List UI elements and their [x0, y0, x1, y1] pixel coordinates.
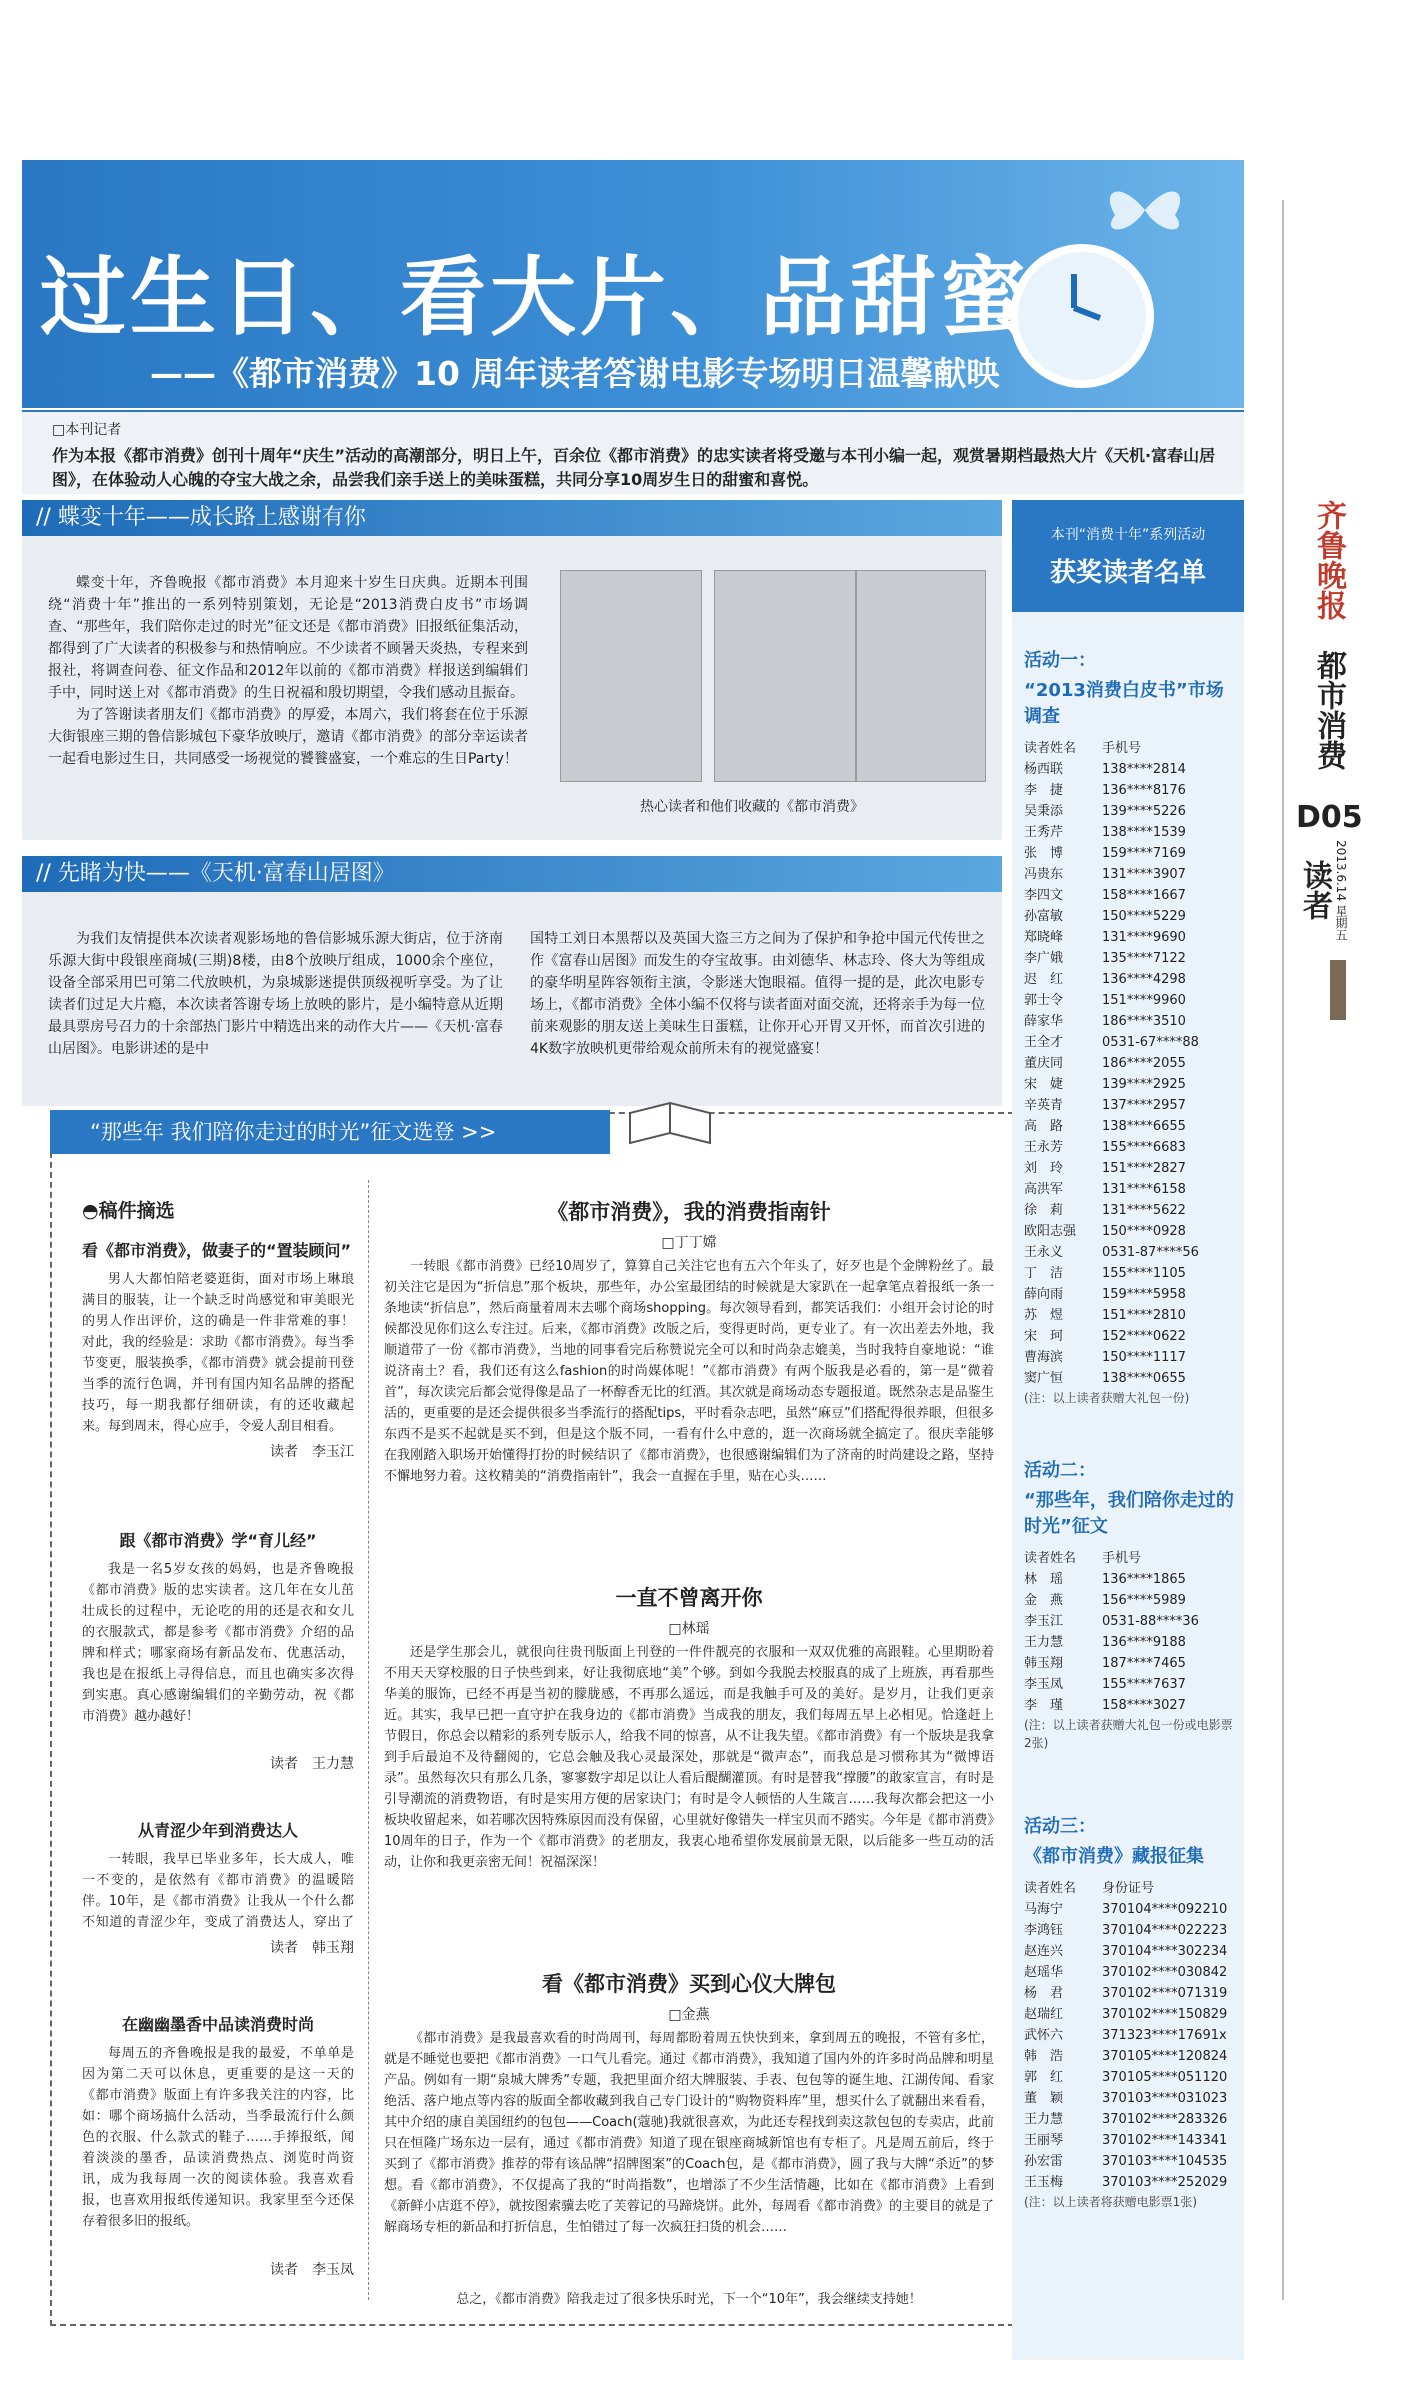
act2-list [1024, 1569, 1234, 1716]
pick-article-4 [82, 2012, 354, 2279]
winner-row [1024, 843, 1234, 864]
winner-id: 131****3907 [1102, 867, 1186, 882]
winner-id: 370102****150829 [1102, 2007, 1228, 2022]
act2-label: 活动二： [1024, 1460, 1096, 1481]
section2-right: 国特工刘日本黑帮以及英国大盗三方之间为了保护和争抢中国元代传世之作《富春山居图》而发生的夺宝故事。由刘德华、林志玲、佟大为等组成的豪华明星阵容领衔主演，令影迷大饱眼福。值得一提的是，此次电影专场上，《都市消费》全体小编不仅将与读者面对面交流，还将亲手为每一位前来观影的朋友送上美味生日蛋糕，让你开心开胃又开怀，而首次引进的4K数字放映机更带给观众前所未有的视觉盛宴！ [530, 931, 985, 1057]
winner-id: 131****5622 [1102, 1203, 1186, 1218]
act1-col-header [1024, 738, 1234, 759]
winner-name: 王全才 [1024, 1035, 1064, 1050]
winner-id: 371323****17691x [1102, 2028, 1227, 2043]
winner-row [1024, 2025, 1234, 2046]
winner-id: 370103****252029 [1102, 2175, 1228, 2190]
main-2-title: 一直不曾离开你 [615, 1586, 763, 1610]
winner-name: 韩玉翔 [1024, 1656, 1064, 1671]
winner-row [1024, 1983, 1234, 2004]
winner-name: 丁 洁 [1024, 1266, 1064, 1281]
winner-name: 郑晓峰 [1024, 930, 1064, 945]
winner-name: 武怀六 [1024, 2028, 1064, 2043]
awards-head-big: 获奖读者名单 [1049, 558, 1206, 588]
reader-photo-3 [856, 570, 986, 782]
winner-row [1024, 1011, 1234, 1032]
winner-id: 139****2925 [1102, 1077, 1186, 1092]
winner-row [1024, 1242, 1234, 1263]
winner-id: 152****0622 [1102, 1329, 1186, 1344]
winner-id: 150****0928 [1102, 1224, 1186, 1239]
winner-row [1024, 1179, 1234, 1200]
pick-3-title: 从青涩少年到消费达人 [137, 1821, 298, 1840]
winner-row [1024, 2067, 1234, 2088]
winner-name: 林 瑶 [1024, 1572, 1064, 1587]
section2-title: // 先睹为快——《天机·富春山居图》 [22, 856, 1002, 892]
main-article-3 [384, 1968, 994, 2307]
act1-col2: 手机号 [1102, 741, 1142, 756]
main-2-body: 还是学生那会儿，就很向往贵刊版面上刊登的一件件靓亮的衣服和一双双优雅的高跟鞋。心里期盼着不用天天穿校服的日子快些到来，好让我彻底地“美”个够。到如今我脱去校服真的成了上班族，再看那些华美的服饰，已经不再是当初的朦胧感，不再那么遥远，而是我触手可及的美好。是岁月，让我们更亲近。其实，我早已把一直守护在我身边的《都市消费》当成我的朋友，我们每周五早上必相见。恰逢赶上节假日，你总会以精彩的系列专版示人，给我不同的惊喜，从不让我失望。《都市消费》有一个版块是我拿到手后最迫不及待翻阅的，它总会触及我心灵最深处，那就是“微声态”，而我总是习惯称其为“微博语录”。虽然每次只有那么几条，寥寥数字却足以让人看后醍醐灌顶。有时是替我“撑腰”的敢家宣言，有时是引导潮流的消费物语，有时是实用方便的居家诀门；有时是令人顿悟的人生箴言……我每次都会把这一小板块收留起来，如若哪次因特殊原因而没有保留，心里就好像错失一样宝贝而不踏实。今年是《都市消费》10周年的日子，作为一个《都市消费》的老朋友，我衷心地希望你发展前景无限，以后能多一些互动的活动，让你和我更亲密无间！祝福深深！ [384, 1645, 994, 1870]
masthead-rule [1282, 200, 1284, 2300]
winner-name: 徐 莉 [1024, 1203, 1064, 1218]
act2-col-header [1024, 1548, 1234, 1569]
winner-id: 159****7169 [1102, 846, 1186, 861]
winner-row [1024, 1347, 1234, 1368]
section2-left: 为我们友情提供本次读者观影场地的鲁信影城乐源大街店，位于济南乐源大街中段银座商城(三期)8楼，由8个放映厅组成，1000余个座位，设备全部采用巴可第二代放映机，为泉城影迷提供顶级视听享受。为了让读者们过足大片瘾，本次读者答谢专场上放映的影片，是小编特意从近期最具票房号召力的十余部热门影片中精选出来的动作大片——《天机·富春山居图》。电影讲述的是中 [48, 931, 503, 1057]
winner-id: 155****7637 [1102, 1677, 1186, 1692]
masthead-paper: 齐鲁晚报 [1311, 500, 1346, 620]
act2-col2: 手机号 [1102, 1551, 1142, 1566]
winner-name: 刘 玲 [1024, 1161, 1064, 1176]
act3-label: 活动三： [1024, 1816, 1096, 1837]
winner-id: 370104****302234 [1102, 1944, 1228, 1959]
winner-id: 138****2814 [1102, 762, 1186, 777]
winner-id: 136****8176 [1102, 783, 1186, 798]
winner-id: 158****3027 [1102, 1698, 1186, 1713]
winner-row [1024, 1920, 1234, 1941]
winner-name: 迟 红 [1024, 972, 1064, 987]
winner-row [1024, 780, 1234, 801]
section1-p2: 为了答谢读者朋友们《都市消费》的厚爱，本周六，我们将套在位于乐源大街银座三期的鲁信影城包下豪华放映厅，邀请《都市消费》的部分幸运读者一起看电影过生日，共同感受一场视觉的饕餮盛宴，一个难忘的生日Party！ [48, 707, 528, 767]
winner-row [1024, 1074, 1234, 1095]
winner-id: 151****2810 [1102, 1308, 1186, 1323]
banner-subtitle: ——《都市消费》10 周年读者答谢电影专场明日温馨献映 [150, 354, 1000, 393]
winner-id: 135****7122 [1102, 951, 1186, 966]
winner-id: 138****0655 [1102, 1371, 1186, 1386]
winner-name: 高 路 [1024, 1119, 1064, 1134]
winner-name: 李鸿钰 [1024, 1923, 1064, 1938]
winner-name: 赵连兴 [1024, 1944, 1064, 1959]
pick-article-2 [82, 1528, 354, 1773]
winner-row [1024, 2046, 1234, 2067]
winner-id: 370102****030842 [1102, 1965, 1228, 1980]
winner-id: 136****9188 [1102, 1635, 1186, 1650]
act2-name: “那些年，我们陪你走过的时光”征文 [1024, 1490, 1234, 1537]
winner-name: 马海宁 [1024, 1902, 1064, 1917]
winner-name: 宋 珂 [1024, 1329, 1064, 1344]
winner-id: 370104****022223 [1102, 1923, 1228, 1938]
essay-header: “那些年 我们陪你走过的时光”征文选登 >> [50, 1110, 610, 1154]
pick-article-1 [82, 1238, 354, 1461]
winner-id: 187****7465 [1102, 1656, 1186, 1671]
act3-col1: 读者姓名 [1024, 1881, 1077, 1896]
main-article-1 [384, 1196, 994, 1592]
main-1-body: 一转眼《都市消费》已经10周岁了，算算自己关注它也有五六个年头了，好歹也是个金牌粉丝了。最初关注它是因为“折信息”那个板块，那些年，办公室最团结的时候就是大家趴在一起拿笔点着报纸一条一条地读“折信息”，然后商量着周末去哪个商场shopping。每次领导看到，都笑话我们：小组开会讨论的时候都没见你们这么专注过。后来，《都市消费》改版之后，变得更时尚，更专业了。有一次出差去外地，我顺道带了一份《都市消费》，当地的同事看完后称赞说完全可以和时尚杂志媲美，当时我特自豪地说：“谁说济南土？看，我们还有这么fashion的时尚媒体呢！”《都市消费》有两个版我是必看的，第一是“微着首”，每次读完后都会觉得像是品了一杯醇香无比的红酒。其次就是商场动态专题报道。既然杂志是品鉴生活的，更重要的是还会提供很多当季流行的搭配tips，平时看杂志吧，虽然“麻豆”们搭配得很养眼，但很多东西不是买不起就是买不到，但是这个版不同，一看有什么中意的，逛一次商场就全搞定了。很庆幸能够在我刚踏入职场开始懂得打扮的时候结识了《都市消费》，也很感谢编辑们为了济南的时尚建设之路，坚持不懈地努力着。这枚精美的“消费指南针”，我会一直握在手里，贴在心头…… [384, 1259, 994, 1484]
main-2-author: □林瑶 [668, 1621, 710, 1637]
pick-4-title: 在幽幽墨香中品读消费时尚 [121, 2015, 314, 2034]
winner-row [1024, 1053, 1234, 1074]
winner-id: 151****2827 [1102, 1161, 1186, 1176]
winner-id: 0531-67****88 [1102, 1035, 1199, 1050]
masthead-bar [1330, 960, 1346, 1020]
winner-id: 186****2055 [1102, 1056, 1186, 1071]
winner-row [1024, 1326, 1234, 1347]
section1-body [48, 572, 528, 770]
masthead-date: 2013.6.14 星期五 [1334, 840, 1348, 941]
winner-row [1024, 2088, 1234, 2109]
winner-id: 0531-87****56 [1102, 1245, 1199, 1260]
winner-name: 薛向雨 [1024, 1287, 1064, 1302]
winner-name: 辛英青 [1024, 1098, 1064, 1113]
winner-name: 宋 婕 [1024, 1077, 1064, 1092]
main-3-title: 看《都市消费》买到心仪大牌包 [542, 1972, 836, 1996]
winner-row [1024, 2151, 1234, 2172]
winner-name: 孙富敏 [1024, 909, 1064, 924]
winner-row [1024, 801, 1234, 822]
winner-name: 杨 君 [1024, 1986, 1064, 2001]
winner-row [1024, 2172, 1234, 2193]
picks-title: ◓稿件摘选 [82, 1200, 175, 1222]
winner-id: 150****5229 [1102, 909, 1186, 924]
winner-name: 李玉江 [1024, 1614, 1064, 1629]
winner-row [1024, 1116, 1234, 1137]
pick-4-author: 读者 李玉凤 [270, 2262, 354, 2278]
winner-name: 韩 浩 [1024, 2049, 1064, 2064]
winner-row [1024, 1032, 1234, 1053]
winner-id: 155****1105 [1102, 1266, 1186, 1281]
winner-id: 159****5958 [1102, 1287, 1186, 1302]
winner-id: 370103****031023 [1102, 2091, 1228, 2106]
winner-name: 李 捷 [1024, 783, 1064, 798]
winner-row [1024, 1611, 1234, 1632]
winner-id: 131****9690 [1102, 930, 1186, 945]
banner-title: 过生日、看大片、品甜蜜 [40, 248, 1030, 348]
winner-name: 窦广恒 [1024, 1371, 1064, 1386]
winner-id: 156****5989 [1102, 1593, 1186, 1608]
section1-title: // 蝶变十年——成长路上感谢有你 [22, 500, 1002, 536]
winner-row [1024, 1569, 1234, 1590]
winner-id: 151****9960 [1102, 993, 1186, 1008]
winner-id: 139****5226 [1102, 804, 1186, 819]
masthead-page: D05 [1296, 800, 1363, 835]
main-3-author: □金燕 [668, 2007, 710, 2023]
column-divider [368, 1180, 370, 2300]
winner-id: 158****1667 [1102, 888, 1186, 903]
winner-id: 370102****071319 [1102, 1986, 1228, 2001]
act3-col-header [1024, 1878, 1234, 1899]
winner-name: 孙宏雷 [1024, 2154, 1064, 2169]
winner-name: 赵瑶华 [1024, 1965, 1064, 1980]
act3-col2: 身份证号 [1102, 1881, 1155, 1896]
main-3-closing: 总之，《都市消费》陪我走过了很多快乐时光，下一个“10年”，我会继续支持她！ [456, 2292, 922, 2307]
act2-note: (注：以上读者获赠大礼包一份或电影票2张) [1024, 1718, 1233, 1750]
pick-article-3 [82, 1818, 354, 1957]
winner-id: 136****4298 [1102, 972, 1186, 987]
winner-row [1024, 1941, 1234, 1962]
winner-name: 王秀芹 [1024, 825, 1064, 840]
pick-1-body: 男人大都怕陪老婆逛街，面对市场上琳琅满目的服装，让一个缺乏时尚感觉和审美眼光的男人作出评价，这的确是一件非常难的事！对此，我的经验是：求助《都市消费》。每当季节变更，服装换季，《都市消费》就会提前刊登当季的流行色调，并刊有国内知名品牌的搭配技巧，每一期我都仔细研读，有的还收藏起来。每到周末，得心应手，令爱人刮目相看。 [82, 1272, 354, 1434]
act1-label: 活动一： [1024, 650, 1096, 671]
byline: □本刊记者 [52, 422, 122, 438]
pick-2-author: 读者 王力慧 [270, 1756, 354, 1772]
main-article-2 [384, 1582, 994, 1978]
activity-2 [1024, 1456, 1234, 1752]
winner-row [1024, 2004, 1234, 2025]
winner-name: 欧阳志强 [1024, 1224, 1077, 1239]
winner-row [1024, 1590, 1234, 1611]
winner-row [1024, 1158, 1234, 1179]
winner-row [1024, 906, 1234, 927]
winner-name: 王永芳 [1024, 1140, 1064, 1155]
winner-row [1024, 1695, 1234, 1716]
main-3-body: 《都市消费》是我最喜欢看的时尚周刊，每周都盼着周五快快到来，拿到周五的晚报，不管有多忙，就是不睡觉也要把《都市消费》一口气儿看完。通过《都市消费》，我知道了国内外的许多时尚品牌和明星产品。例如有一期“泉城大牌秀”专题，我把里面介绍大牌服装、手表、包包等的诞生地、江湖传闻、看家绝活、落户地点等内容的版面全都收藏到我自己专门设计的“购物资料库”里，想买什么了就翻出来看看，其中介绍的康自美国纽约的包包——Coach(蔻驰)我就很喜欢，为此还专程找到卖这款包包的专卖店，此前只在恒隆广场东边一层有，通过《都市消费》知道了现在银座商城新馆也有专柜了。凡是周五前后，终于买到了《都市消费》推荐的带有该品牌“招牌图案”的Coach包，是《都市消费》，圆了我与大牌“杀近”的梦想。看《都市消费》，不仅提高了我的“时尚指数”，也增添了不少生活情趣，比如在《都市消费》上看到《新鲜小店逛不停》，就按图索骥去吃了芙蓉记的马蹄烧饼。此外，每周看《都市消费》的主要目的就是了解商场专柜的新品和打折信息，生怕错过了每一次疯狂扫货的机会…… [384, 2031, 994, 2235]
winner-row [1024, 2130, 1234, 2151]
act3-note: (注：以上读者将获赠电影票1张) [1024, 2195, 1197, 2209]
winner-name: 金 燕 [1024, 1593, 1064, 1608]
winner-row [1024, 1674, 1234, 1695]
winner-name: 高洪军 [1024, 1182, 1064, 1197]
butterfly-icon [1100, 180, 1190, 244]
winner-row [1024, 948, 1234, 969]
awards-header [1012, 500, 1244, 612]
winner-name: 曹海滨 [1024, 1350, 1064, 1365]
pick-2-body: 我是一名5岁女孩的妈妈，也是齐鲁晚报《都市消费》版的忠实读者。这几年在女儿茁壮成长的过程中，无论吃的用的还是衣和女儿的衣服款式，都是参考《都市消费》介绍的品牌和样式；哪家商场有新品发布、优惠活动，我也是在报纸上寻得信息，而且也确实多次得到实惠。真心感谢编辑们的辛勤劳动，祝《都市消费》越办越好！ [82, 1562, 354, 1724]
winner-name: 王永义 [1024, 1245, 1064, 1260]
winner-name: 薛家华 [1024, 1014, 1064, 1029]
winner-id: 370102****283326 [1102, 2112, 1228, 2127]
winner-id: 370104****092210 [1102, 1902, 1228, 1917]
winner-row [1024, 1962, 1234, 1983]
winner-name: 李玉凤 [1024, 1677, 1064, 1692]
winner-row [1024, 822, 1234, 843]
winner-id: 0531-88****36 [1102, 1614, 1199, 1629]
activity-3 [1024, 1812, 1234, 2211]
winner-name: 王丽琴 [1024, 2133, 1064, 2148]
winner-row [1024, 1368, 1234, 1389]
winner-row [1024, 1899, 1234, 1920]
winner-name: 董 颖 [1024, 2091, 1064, 2106]
winner-id: 138****1539 [1102, 825, 1186, 840]
winner-id: 155****6683 [1102, 1140, 1186, 1155]
winner-name: 杨西联 [1024, 762, 1064, 777]
act3-list [1024, 1899, 1234, 2193]
winner-id: 137****2957 [1102, 1098, 1186, 1113]
winner-row [1024, 969, 1234, 990]
winner-row [1024, 1221, 1234, 1242]
section1-p1: 蝶变十年，齐鲁晚报《都市消费》本月迎来十岁生日庆典。近期本刊围绕“消费十年”推出的一系列特别策划，无论是“2013消费白皮书”市场调查、“那些年，我们陪你走过的时光”征文还是《都市消费》旧报纸征集活动，都得到了广大读者的积极参与和热情响应。不少读者不顾暑天炎热，专程来到报社，将调查问卷、征文作品和2012年以前的《都市消费》样报送到编辑们手中，同时送上对《都市消费》的生日祝福和殷切期望，令我们感动且振奋。 [48, 575, 528, 701]
winner-name: 李四文 [1024, 888, 1064, 903]
pick-3-author: 读者 韩玉翔 [270, 1940, 354, 1956]
winner-id: 138****6655 [1102, 1119, 1186, 1134]
pick-3-body: 一转眼，我早已毕业多年，长大成人，唯一不变的，是依然有《都市消费》的温暖陪伴。10年，是《都市消费》让我从一个什么都不知道的青涩少年，变成了消费达人，穿出了 [82, 1852, 354, 1930]
act1-list [1024, 759, 1234, 1389]
act1-col1: 读者姓名 [1024, 741, 1077, 756]
winner-name: 王力慧 [1024, 1635, 1064, 1650]
act2-col1: 读者姓名 [1024, 1551, 1077, 1566]
winner-row [1024, 1653, 1234, 1674]
winner-name: 董庆同 [1024, 1056, 1064, 1071]
winner-row [1024, 2109, 1234, 2130]
pick-4-body: 每周五的齐鲁晚报是我的最爱，不单单是因为第二天可以休息，更重要的是这一天的《都市消费》版面上有许多我关注的内容，比如：哪个商场搞什么活动，当季最流行什么颜色的衣服、什么款式的鞋子……手捧报纸，闻着淡淡的墨香，品读消费热点、浏览时尚资讯，成为我每周一次的阅读体验。我喜欢看报，也喜欢用报纸传递知识。我家里至今还保存着很多旧的报纸。 [82, 2046, 354, 2229]
winner-name: 李广娥 [1024, 951, 1064, 966]
clock-icon [1010, 244, 1154, 388]
winner-row [1024, 1263, 1234, 1284]
winner-row [1024, 1095, 1234, 1116]
act1-note: (注：以上读者获赠大礼包一份) [1024, 1391, 1190, 1405]
pick-1-title: 看《都市消费》，做妻子的“置装顾问” [82, 1241, 352, 1260]
winner-name: 郭 红 [1024, 2070, 1064, 2085]
reader-photo-2 [714, 570, 856, 782]
winner-id: 370102****143341 [1102, 2133, 1228, 2148]
winner-id: 150****1117 [1102, 1350, 1186, 1365]
winner-name: 冯贵东 [1024, 867, 1064, 882]
reader-photo-1 [560, 570, 702, 782]
masthead-column: 读者 [1297, 860, 1332, 920]
act1-name: “2013消费白皮书”市场调查 [1024, 680, 1224, 727]
winner-id: 370105****120824 [1102, 2049, 1228, 2064]
main-1-title: 《都市消费》，我的消费指南针 [547, 1200, 831, 1224]
masthead-section: 都市消费 [1311, 650, 1346, 770]
main-1-author: □丁丁嫦 [661, 1235, 717, 1251]
pick-1-author: 读者 李玉江 [270, 1444, 354, 1460]
winner-row [1024, 1305, 1234, 1326]
winner-name: 郭士令 [1024, 993, 1064, 1008]
act3-name: 《都市消费》藏报征集 [1024, 1846, 1204, 1867]
winner-name: 李 瑾 [1024, 1698, 1064, 1713]
winner-row [1024, 927, 1234, 948]
winner-row [1024, 1137, 1234, 1158]
winner-row [1024, 1200, 1234, 1221]
intro-text: 作为本报《都市消费》创刊十周年“庆生”活动的高潮部分，明日上午，百余位《都市消费》的忠实读者将受邀与本刊小编一起，观赏暑期档最热大片《天机·富春山居图》，在体验动人心魄的夺宝大战之余，品尝我们亲手送上的美味蛋糕，共同分享10周岁生日的甜蜜和喜悦。 [52, 446, 1216, 489]
open-book-icon [625, 1098, 715, 1162]
winner-id: 370105****051120 [1102, 2070, 1228, 2085]
winner-row [1024, 1284, 1234, 1305]
awards-head-small: 本刊“消费十年”系列活动 [1050, 527, 1206, 543]
winner-row [1024, 990, 1234, 1011]
winner-name: 吴秉添 [1024, 804, 1064, 819]
pick-2-title: 跟《都市消费》学“育儿经” [119, 1531, 317, 1550]
winner-name: 苏 煜 [1024, 1308, 1064, 1323]
winner-id: 136****1865 [1102, 1572, 1186, 1587]
winner-row [1024, 864, 1234, 885]
winner-name: 王力慧 [1024, 2112, 1064, 2127]
intro-block [22, 410, 1244, 494]
winner-name: 赵瑞红 [1024, 2007, 1064, 2022]
activity-1 [1024, 646, 1234, 1407]
winner-id: 370103****104535 [1102, 2154, 1228, 2169]
winner-row [1024, 1632, 1234, 1653]
winner-row [1024, 885, 1234, 906]
winner-name: 王玉梅 [1024, 2175, 1064, 2190]
winner-row [1024, 759, 1234, 780]
photo-caption: 热心读者和他们收藏的《都市消费》 [640, 799, 864, 815]
winner-name: 张 博 [1024, 846, 1064, 861]
winner-id: 131****6158 [1102, 1182, 1186, 1197]
winner-id: 186****3510 [1102, 1014, 1186, 1029]
